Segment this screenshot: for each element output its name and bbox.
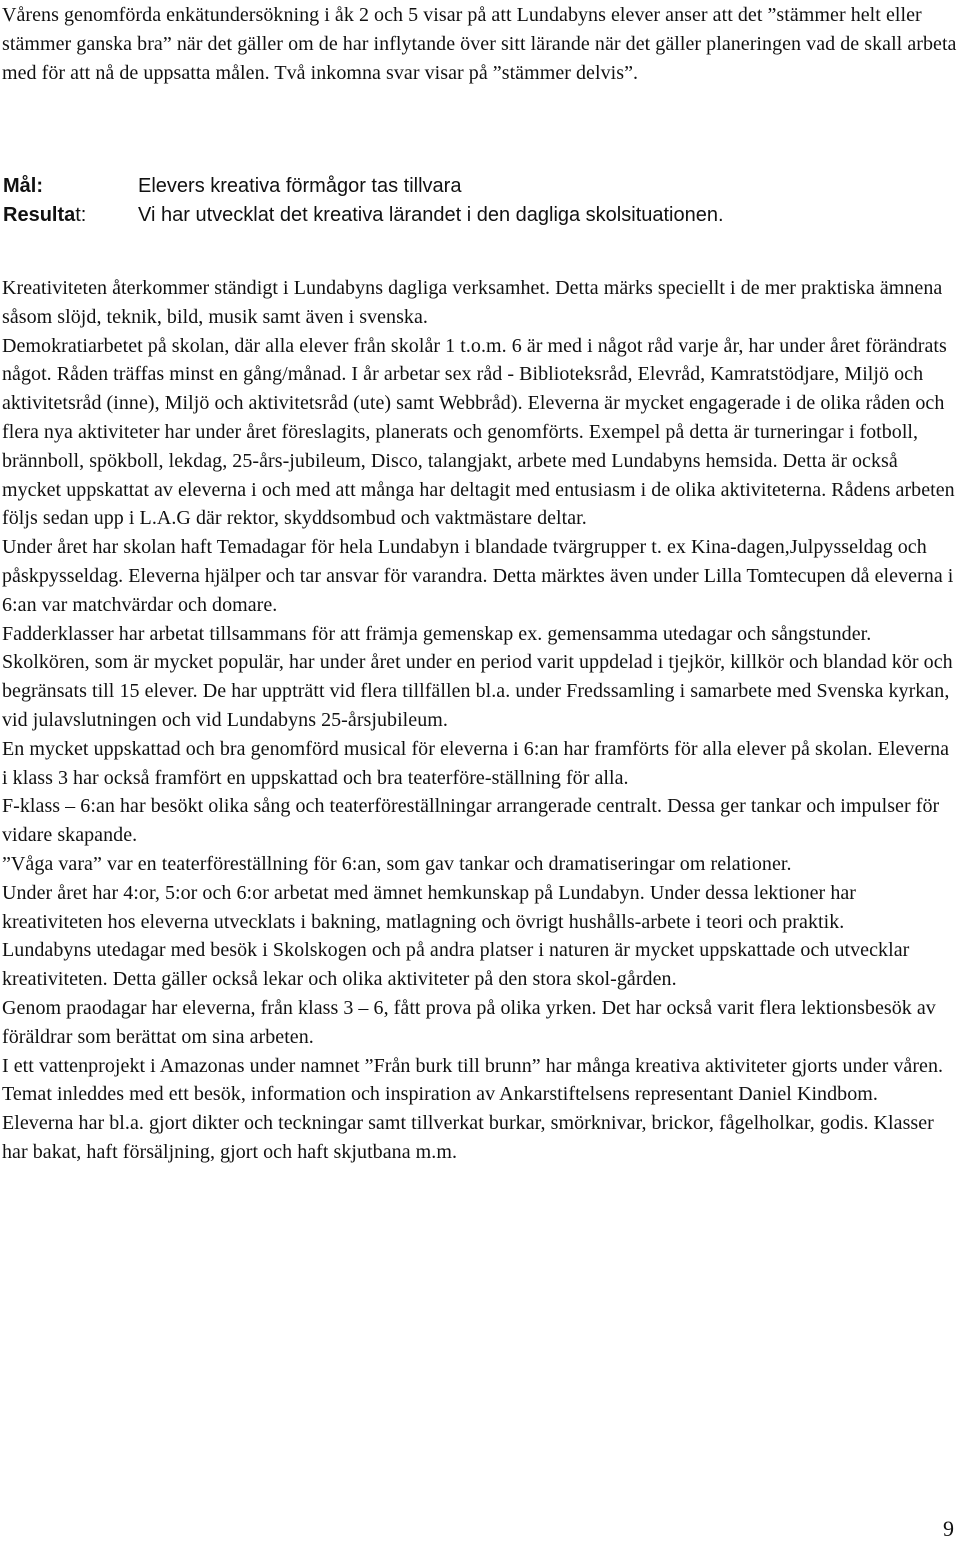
body-paragraph: Under året har skolan haft Temadagar för hela Lundabyn i blandade tvärgrupper t. ex Kina-dagen,Julpysseldag och påskpysseldag. Eleverna hjälper och tar ansvar för varandra. Detta märktes även under Lilla Tomtecupen då eleverna i 6:an var matchvärdar och domare. <box>2 536 954 616</box>
body-paragraph: Kreativiteten återkommer ständigt i Lundabyns dagliga verksamhet. Detta märks speciellt i de mer praktiska ämnena såsom slöjd, teknik, bild, musik samt även i svenska. <box>2 277 943 328</box>
body-paragraph: ”Våga vara” var en teaterföreställning för 6:an, som gav tankar och dramatiseringar om relationer. <box>2 852 792 875</box>
body-paragraph: Demokratiarbetet på skolan, där alla elever från skolår 1 t.o.m. 6 är med i något råd varje år, har under året förändrats något. Råden träffas minst en gång/månad. I år arbetar sex råd - Biblioteksråd, Elevråd, Kamratstödjare, Miljö och aktivitetsråd (inne), Miljö och aktivitetsråd (ute) samt Webbråd). Eleverna är mycket engagerade i de olika råden och flera nya aktiviteter har under året föreslagits, planerats och genomförts. Exempel på detta är turneringar i fotboll, brännboll, spökboll, lekdag, 25-års-jubileum, Disco, talangjakt, arbete med Lundabyns hemsida. Detta är också mycket uppskattat av eleverna i och med att många har deltagit med entusiasm i de olika aktiviteterna. Rådens arbeten följs sedan upp i L.A.G där rektor, skyddsombud och vaktmästare deltar. <box>2 334 955 530</box>
goal-result-block <box>3 172 953 230</box>
intro-paragraph: Vårens genomförda enkätundersökning i åk 2 och 5 visar på att Lundabyns elever anser att det ”stämmer helt eller stämmer ganska bra” när det gäller om de har inflytande över sitt lärande när det gäller planeringen vad de skall arbeta med för att nå de uppsatta målen. Två inkomna svar visar på ”stämmer delvis”. <box>2 4 957 84</box>
body-paragraph: Lundabyns utedagar med besök i Skolskogen och på andra platser i naturen är mycket uppskattade och utvecklar kreativiteten. Detta gäller också lekar och olika aktiviteter på den stora skol-gården. <box>2 939 910 991</box>
goal-row <box>3 172 953 201</box>
body-paragraph: Under året har 4:or, 5:or och 6:or arbetat med ämnet hemkunskap på Lundabyn. Under dessa lektioner har kreativiteten hos eleverna utvecklats i bakning, matlagning och övrigt hushålls-arbete i teori och praktik. <box>2 881 857 933</box>
result-text: Vi har utvecklat det kreativa lärandet i den dagliga skolsituationen. <box>138 204 724 226</box>
body-paragraph: Fadderklasser har arbetat tillsammans för att främja gemenskap ex. gemensamma utedagar och sångstunder. <box>2 622 872 645</box>
result-label: Resultat: <box>3 204 87 226</box>
body-paragraph: F-klass – 6:an har besökt olika sång och teaterföreställningar arrangerade centralt. Dessa ger tankar och impulser för vidare skapande. <box>2 795 940 847</box>
body-text <box>2 274 957 1167</box>
page-number: 9 <box>943 1516 954 1541</box>
body-paragraph: Eleverna har bl.a. gjort dikter och teckningar samt tillverkat burkar, smörknivar, brickor, fågelholkar, godis. Klasser har bakat, haft försäljning, gjort och haft skjutbana m.m. <box>2 1112 934 1163</box>
result-row <box>3 201 953 230</box>
body-paragraph: I ett vattenprojekt i Amazonas under namnet ”Från burk till brunn” har många kreativa aktiviteter gjorts under våren. Temat inleddes med ett besök, information och inspiration av Ankarstiftelsens representant Daniel Kindbom. <box>2 1054 944 1106</box>
goal-label: Mål: <box>3 175 43 197</box>
body-paragraph: Skolkören, som är mycket populär, har under året under en period varit uppdelad i tjejkör, killkör och blandad kör och begränsats till 15 elever. De har uppträtt vid flera tillfällen bl.a. under Fredssamling i samarbete med Svenska kyrkan, vid julavslutningen och vid Lundabyns 25-årsjubileum. <box>2 651 953 731</box>
goal-text: Elevers kreativa förmågor tas tillvara <box>138 175 462 197</box>
body-paragraph: En mycket uppskattad och bra genomförd musical för eleverna i 6:an har framförts för alla elever på skolan. Eleverna i klass 3 har också framfört en uppskattad och bra teaterföre-ställning för alla. <box>2 737 950 789</box>
body-paragraph: Genom praodagar har eleverna, från klass 3 – 6, fått prova på olika yrken. Det har också varit flera lektionsbesök av föräldrar som berättat om sina arbeten. <box>2 996 936 1048</box>
